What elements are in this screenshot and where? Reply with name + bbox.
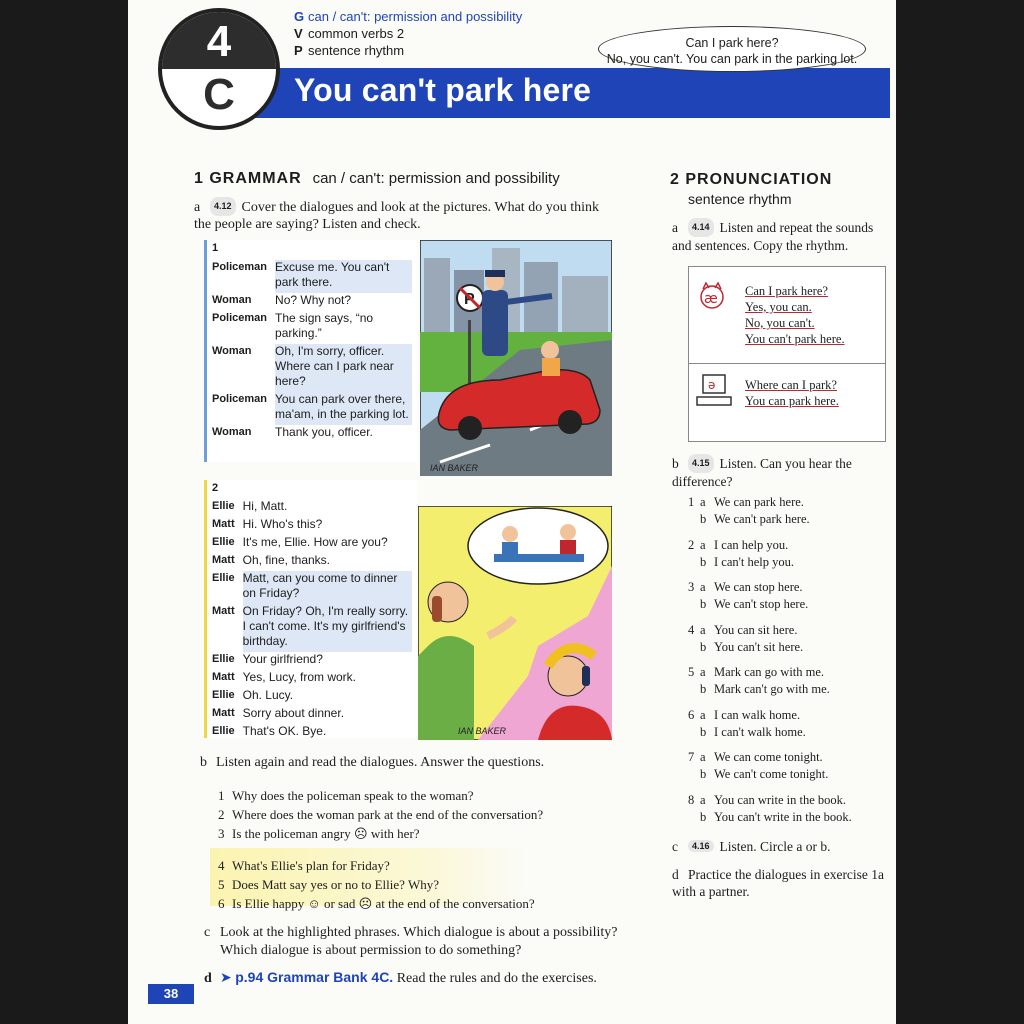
grammar-instruction-d (204, 969, 597, 987)
instruction-text: Listen. Can you hear the difference? (672, 456, 852, 489)
pair-option-a (688, 622, 888, 639)
instruction-text-2: Which dialogue is about permission to do something? (220, 943, 522, 958)
pair-number: 2 (688, 537, 695, 552)
v-text: common verbs 2 (308, 26, 405, 41)
unit-badge (158, 8, 280, 130)
pronunciation-subheading: sentence rhythm (688, 191, 792, 207)
grammar-subheading: can / can't: permission and possibility (312, 170, 560, 187)
question-number: 3 (218, 826, 225, 841)
instruction-text: Listen. Circle a or b. (719, 839, 831, 854)
dialogue-row (212, 535, 412, 553)
computer-sound-icon (695, 373, 733, 409)
dialogue-row (212, 517, 412, 535)
pair-option-b (688, 554, 888, 571)
pair-option-b (688, 639, 888, 656)
pair-sentence-a: You can write in the book. (714, 792, 847, 807)
lesson-focus (294, 8, 522, 59)
sentence-pair (688, 749, 888, 783)
dialogue-1 (212, 242, 412, 443)
cartoon-policeman (420, 240, 612, 476)
speaker-name: Matt (212, 518, 235, 530)
option-letter: a (700, 707, 706, 722)
option-letter: a (700, 622, 706, 637)
speaker-name: Matt (212, 671, 235, 683)
pair-number: 7 (688, 750, 695, 764)
item-letter: b (200, 755, 207, 770)
dialogue-1-table (212, 260, 412, 443)
speaker-name: Policeman (212, 261, 268, 273)
option-letter: b (700, 639, 707, 654)
pair-sentence-a: You can sit here. (714, 622, 798, 637)
pair-sentence-b: Mark can't go with me. (714, 682, 830, 696)
sentence-pairs (688, 494, 888, 834)
instruction-text: Listen again and read the dialogues. Answer the questions. (216, 755, 545, 770)
question-item (218, 894, 598, 913)
pronunciation-heading: 2 PRONUNCIATION (670, 171, 833, 188)
option-letter: b (700, 554, 707, 569)
grammar-heading-label: 1 GRAMMAR (194, 170, 302, 187)
dialogue-row (212, 311, 412, 344)
pair-sentence-a: We can park here. (714, 495, 804, 509)
textbook-page (128, 0, 896, 1024)
dialogue-line: Excuse me. You can't park there. (275, 260, 412, 293)
option-letter: b (700, 512, 707, 526)
instruction-text: Listen and repeat the sounds and sentences. Copy the rhythm. (672, 220, 874, 253)
dialogue-line: Oh, I'm sorry, officer. Where can I park near here? (275, 344, 412, 392)
pair-sentence-b: I can't walk home. (714, 724, 806, 739)
pair-sentence-a: I can help you. (714, 537, 789, 552)
instruction-text: Cover the dialogues and look at the pictures. What do you think the people are saying? Listen and check. (194, 200, 599, 232)
pair-number: 3 (688, 580, 695, 594)
pair-number: 4 (688, 622, 695, 637)
g-text: can / can't: permission and possibility (308, 9, 523, 24)
pair-option-a (688, 792, 888, 809)
pron-instruction-b (672, 454, 884, 490)
dialogue-line: Hi, Matt. (242, 499, 288, 513)
v-letter: V (294, 26, 303, 41)
speaker-name: Ellie (212, 500, 235, 512)
dialogue-1-number: 1 (212, 242, 219, 254)
grammar-instruction-c (204, 924, 618, 960)
rhythm-sentence: No, you can't. (745, 316, 815, 330)
question-text: Does Matt say yes or no to Ellie? Why? (232, 877, 439, 892)
dialogue-line: It's me, Ellie. How are you? (242, 535, 388, 549)
question-item (218, 824, 598, 843)
dialogue-row (212, 724, 412, 742)
pair-option-a (688, 664, 888, 681)
unit-letter: C (203, 70, 235, 119)
pair-option-a (688, 749, 888, 766)
pair-option-b (688, 766, 888, 783)
question-text: Why does the policeman speak to the woman? (232, 788, 474, 803)
speaker-name: Woman (212, 426, 252, 438)
pair-sentence-b: I can't help you. (714, 554, 795, 569)
sentence-pair (688, 579, 888, 613)
sound-box (688, 266, 886, 442)
sentence-pair (688, 622, 888, 656)
item-letter: c (204, 925, 211, 940)
p-text: sentence rhythm (308, 43, 405, 58)
speaker-name: Ellie (212, 572, 235, 584)
instruction-text: Read the rules and do the exercises. (396, 971, 597, 986)
question-item (218, 856, 598, 875)
speaker-name: Policeman (212, 393, 268, 405)
pair-option-b (688, 511, 888, 528)
sound-box-sentences-2 (745, 377, 839, 409)
dialogue-line: Your girlfriend? (242, 652, 323, 666)
dialogue-line: On Friday? Oh, I'm really sorry. I can't come. It's my girlfriend's birthday. (243, 604, 412, 652)
artist-signature-1: IAN BAKER (430, 463, 479, 473)
option-letter: a (700, 665, 706, 679)
rhythm-sentence: Can I park here? (745, 284, 828, 298)
dialogue-row (212, 688, 412, 706)
option-letter: a (700, 580, 706, 594)
sentence-pair (688, 707, 888, 741)
question-number: 1 (218, 788, 225, 803)
question-number: 6 (218, 896, 225, 911)
pair-sentence-b: We can't stop here. (714, 597, 809, 611)
option-letter: b (700, 724, 707, 739)
rhythm-sentence: Where can I park? (745, 378, 837, 392)
dialogue-2-number: 2 (212, 482, 219, 494)
item-letter: c (672, 839, 678, 854)
svg-text:æ: æ (704, 291, 718, 307)
dialogue-row (212, 604, 412, 652)
pron-instruction-a (672, 218, 884, 254)
sentence-pair (688, 792, 888, 826)
arrow-right-icon: ➤ (220, 970, 232, 986)
speaker-name: Woman (212, 294, 252, 306)
dialogue-line: No? Why not? (275, 293, 352, 307)
dialogue-row (212, 425, 412, 443)
speaker-name: Ellie (212, 689, 235, 701)
item-letter: a (194, 200, 201, 215)
speaker-name: Woman (212, 345, 252, 357)
option-letter: b (700, 597, 707, 611)
dialogue-2-table (212, 499, 412, 742)
dialogue-row (212, 553, 412, 571)
page-number: 38 (148, 984, 194, 1004)
question-item (218, 875, 598, 894)
artist-signature-2: IAN BAKER (458, 726, 507, 736)
pair-number: 5 (688, 665, 695, 679)
audio-icon[interactable]: 4.14 (688, 218, 714, 237)
dialogue-line: You can park over there, ma'am, in the parking lot. (275, 392, 412, 425)
pair-option-a (688, 537, 888, 554)
pair-sentence-b: You can't sit here. (714, 639, 804, 654)
rhythm-sentence: You can park here. (745, 394, 839, 408)
pair-option-b (688, 681, 888, 698)
svg-text:P: P (464, 291, 475, 308)
instruction-text: Look at the highlighted phrases. Which dialogue is about a possibility? (220, 925, 618, 940)
grammar-instruction-a (194, 197, 614, 233)
cat-sound-icon (695, 279, 729, 313)
dialogue-line: Matt, can you come to dinner on Friday? (243, 571, 412, 604)
lesson-title: You can't park here (294, 72, 592, 108)
dialogue-line: Hi. Who's this? (242, 517, 323, 531)
audio-icon[interactable]: 4.16 (688, 840, 714, 852)
pron-instruction-d (672, 866, 890, 900)
speaker-name: Matt (212, 707, 235, 719)
rhythm-sentence: You can't park here. (745, 332, 845, 346)
option-letter: a (700, 750, 706, 764)
speech-bubble (598, 26, 866, 72)
dialogue-line: The sign says, “no parking.” (275, 311, 374, 340)
item-letter: d (672, 867, 679, 882)
cartoon-phone-call (418, 506, 612, 740)
pair-number: 1 (688, 495, 695, 509)
pair-number: 6 (688, 707, 695, 722)
pair-sentence-a: I can walk home. (714, 707, 801, 722)
bubble-line-2: No, you can't. You can park in the parking lot. (606, 52, 858, 66)
option-letter: b (700, 682, 707, 696)
question-item (218, 805, 598, 824)
dialogue-line: Yes, Lucy, from work. (242, 670, 356, 684)
dialogue-line: Oh. Lucy. (242, 688, 294, 702)
sound-box-sentences-1 (745, 283, 845, 347)
dialogue-2 (212, 482, 412, 742)
speaker-name: Policeman (212, 312, 268, 324)
question-item (218, 786, 598, 805)
question-number: 5 (218, 877, 225, 892)
speaker-name: Ellie (212, 653, 235, 665)
pair-sentence-a: Mark can go with me. (714, 665, 825, 679)
dialogue-line: Oh, fine, thanks. (242, 553, 331, 567)
audio-icon[interactable]: 4.15 (688, 454, 714, 473)
dialogue-row (212, 652, 412, 670)
pair-option-a (688, 579, 888, 596)
pair-option-b (688, 724, 888, 741)
dialogue-row (212, 499, 412, 517)
grammar-heading (194, 170, 560, 188)
speaker-name: Matt (212, 554, 235, 566)
question-number: 4 (218, 858, 225, 873)
dialogue-row (212, 670, 412, 688)
question-text: What's Ellie's plan for Friday? (232, 858, 390, 873)
sound-box-divider (689, 363, 885, 364)
p-letter: P (294, 43, 303, 58)
dialogue-row (212, 392, 412, 425)
pair-option-b (688, 596, 888, 613)
dialogue-row (212, 344, 412, 392)
pair-sentence-b: We can't come tonight. (714, 767, 829, 781)
sentence-pair (688, 494, 888, 528)
option-letter: b (700, 809, 707, 824)
item-letter: d (204, 971, 212, 986)
pair-option-b (688, 809, 888, 826)
pair-sentence-a: We can stop here. (714, 580, 803, 594)
rhythm-sentence: Yes, you can. (745, 300, 812, 314)
pair-option-a (688, 707, 888, 724)
option-letter: a (700, 537, 706, 552)
question-list (218, 786, 598, 913)
dialogue-row (212, 260, 412, 293)
speaker-name: Ellie (212, 536, 235, 548)
g-letter: G (294, 9, 305, 24)
pair-sentence-a: We can come tonight. (714, 750, 823, 764)
unit-number: 4 (162, 12, 276, 69)
pair-option-a (688, 494, 888, 511)
question-number: 2 (218, 807, 225, 822)
pair-sentence-b: You can't write in the book. (714, 809, 852, 824)
instruction-text: Practice the dialogues in exercise 1a with a partner. (672, 867, 885, 899)
dialogue-row (212, 293, 412, 311)
speaker-name: Matt (212, 605, 235, 617)
item-letter: b (672, 456, 679, 471)
question-text: Where does the woman park at the end of the conversation? (232, 807, 544, 822)
svg-text:ə: ə (708, 378, 716, 392)
bubble-line-1: Can I park here? (685, 36, 779, 50)
option-letter: b (700, 767, 707, 781)
question-text: Is the policeman angry ☹ with her? (232, 826, 420, 841)
question-text: Is Ellie happy ☺ or sad ☹ at the end of the conversation? (232, 896, 535, 911)
dialogue-line: That's OK. Bye. (242, 724, 327, 738)
sentence-pair (688, 537, 888, 571)
option-letter: a (700, 792, 706, 807)
pron-instruction-c (672, 839, 831, 855)
grammar-instruction-b (200, 755, 544, 771)
sentence-pair (688, 664, 888, 698)
audio-icon[interactable]: 4.12 (210, 197, 236, 216)
pair-number: 8 (688, 792, 695, 807)
dialogue-row (212, 706, 412, 724)
option-letter: a (700, 495, 706, 509)
pair-sentence-b: We can't park here. (714, 512, 810, 526)
dialogue-line: Sorry about dinner. (242, 706, 345, 720)
dialogue-line: Thank you, officer. (275, 425, 373, 439)
grammar-bank-link[interactable]: p.94 Grammar Bank 4C. (235, 969, 394, 985)
speaker-name: Ellie (212, 725, 235, 737)
dialogue-row (212, 571, 412, 604)
item-letter: a (672, 220, 678, 235)
